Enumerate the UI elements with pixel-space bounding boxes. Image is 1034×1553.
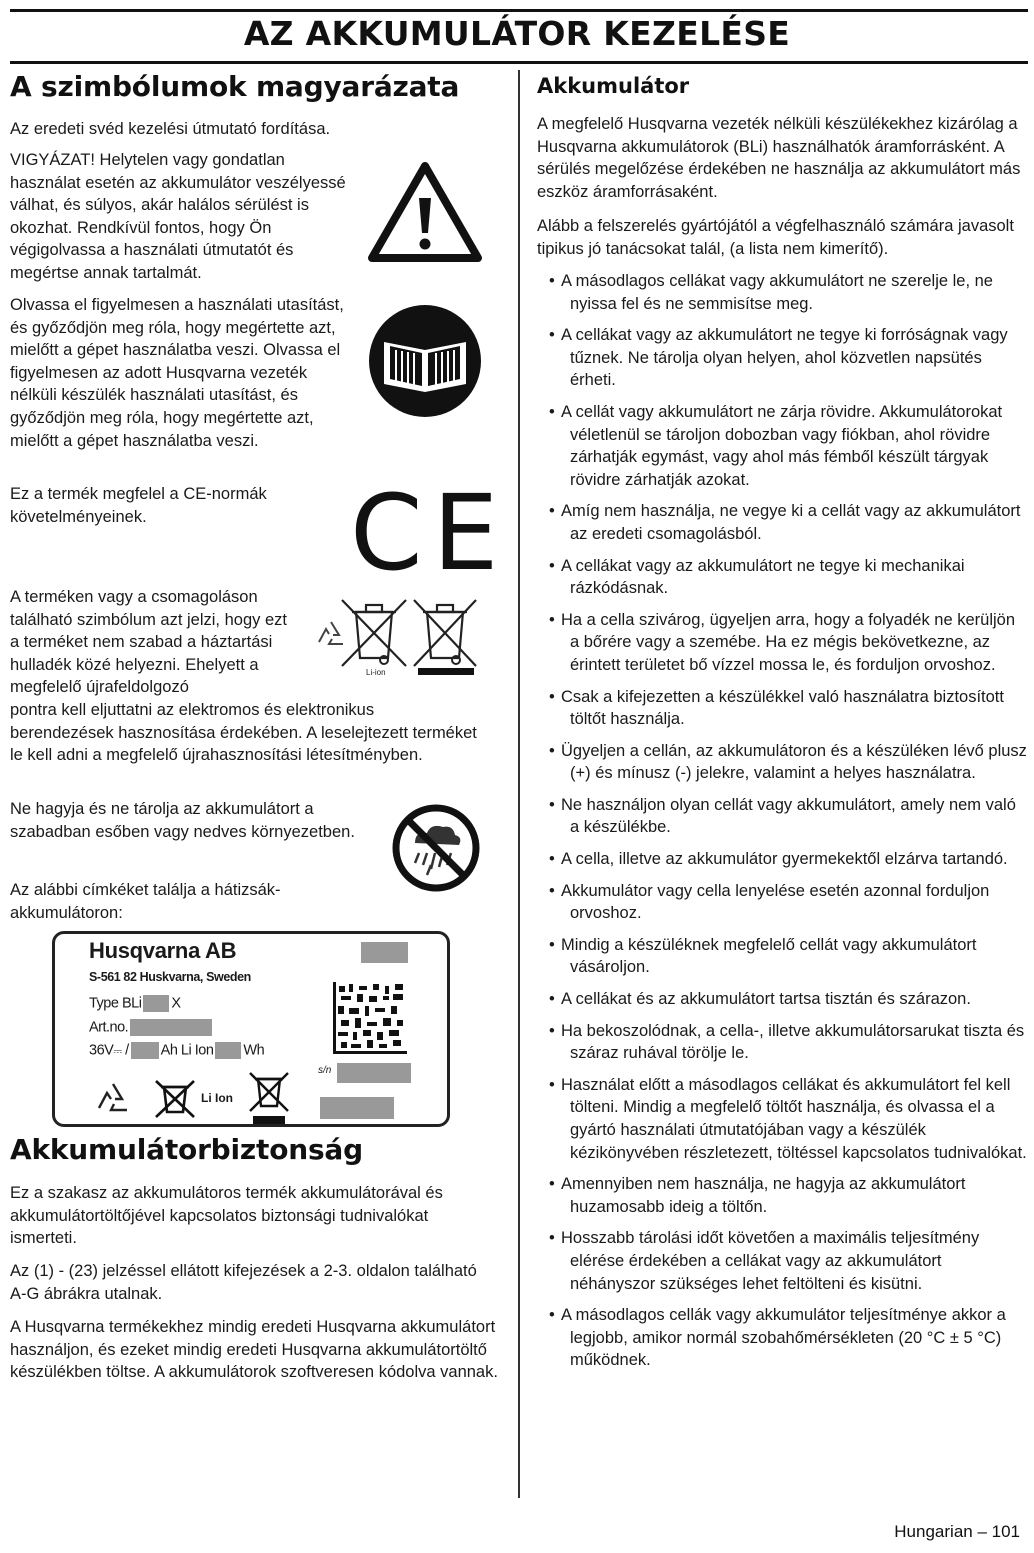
list-item: • Akkumulátor vagy cella lenyelése esetén azonnal forduljon orvoshoz. (537, 880, 1027, 925)
label-artno-row (89, 1019, 212, 1036)
weee-liion-text: Li-ion (366, 668, 386, 677)
label-crossed-bin-icon (153, 1078, 197, 1120)
label-voltage: 36V (89, 1042, 114, 1059)
title-rule (10, 61, 1028, 64)
safety-paragraph-3: A Husqvarna termékekhez mindig eredeti Husqvarna akkumulátort használjon, és ezeket mindig eredeti Husqvarna akkumulátortöltő készülékben töltse. A akkumulátorok szoftveresen kódolva vannak. (10, 1318, 498, 1382)
battery-label (52, 931, 450, 1127)
datamatrix-code (333, 982, 407, 1054)
label-sn: s/n (318, 1065, 332, 1076)
battery-paragraph-1: A megfelelő Husqvarna vezeték nélküli készülékekhez kizárólag a Husqvarna akkumulátorok (BLi) használhatók áramforrásként. A sérülés megelőzése érdekében ne használja az akkumulátort más eszköz áramforrásaként. (537, 115, 1021, 201)
label-type-suffix: X (171, 995, 181, 1012)
label-liion: Li Ion (201, 1091, 233, 1105)
battery-safety-list (537, 270, 1027, 1381)
translation-note: Az eredeti svéd kezelési útmutató fordítása. (10, 120, 331, 138)
list-item: • Ha bekoszolódnak, a cella-, illetve akkumulátorsarukat tiszta és száraz ruhával törölje le. (537, 1020, 1027, 1065)
warning-triangle-icon (366, 158, 484, 264)
list-item: • A cellát vagy akkumulátort ne zárja rövidre. Akkumulátorokat véletlenül se tároljon dobozban vagy fiókban, ahol rövidre zárhatják egymást, vagy ahol más fémből készült tárgyak rövidre zárhatják azokat. (537, 401, 1027, 491)
list-item: • Ne használjon olyan cellát vagy akkumulátort, amely nem való a készülékbe. (537, 794, 1027, 839)
battery-paragraph-2: Alább a felszerelés gyártójától a végfelhasználó számára javasolt tipikus jó tanácsokat talál, (a lista nem kimerítő). (537, 217, 1014, 258)
label-redacted-box (361, 942, 408, 963)
warning-paragraph: VIGYÁZAT! Helytelen vagy gondatlan használat esetén az akkumulátor veszélyessé válhat, és súlyos, akár halálos sérülést is okozhat. Rendkívül fontos, hogy Ön végigolvassa a használati útmutatót és megértse annak tartalmát. (10, 151, 346, 282)
list-item: • Amennyiben nem használja, ne hagyja az akkumulátort huzamosabb ideig a töltőn. (537, 1173, 1027, 1218)
column-divider (518, 70, 520, 1498)
read-manual-paragraph: Olvassa el figyelmesen a használati utasítást, és győződjön meg róla, hogy megértette azt, mielőtt a gépet használatba veszi. Olvassa el figyelmesen az adott Husqvarna vezeték nélküli készülék használati utasítást, és győződjön meg róla, hogy megértette azt, mielőtt a gépet használatba veszi. (10, 296, 344, 450)
read-manual-icon (368, 304, 482, 418)
label-intro: Az alábbi címkéket találja a hátizsák-akkumulátoron: (10, 881, 281, 922)
list-item: • A cellákat vagy az akkumulátort ne tegye ki forróságnak vagy tűznek. Ne tárolja olyan helyen, ahol közvetlen napsütés érheti. (537, 324, 1027, 392)
list-item: • Csak a kifejezetten a készülékkel való használatra biztosított töltőt használja. (537, 686, 1027, 731)
label-ah: Ah Li Ion (160, 1042, 214, 1059)
label-recycle-icon (93, 1080, 133, 1118)
label-artno: Art.no. (89, 1019, 129, 1036)
list-item: • Ügyeljen a cellán, az akkumulátoron és a készüléken lévő plusz (+) és mínusz (-) jelekre, valamint a helyes használatra. (537, 740, 1027, 785)
label-company: Husqvarna AB (89, 938, 237, 963)
symbols-heading: A szimbólumok magyarázata (10, 70, 460, 103)
battery-heading: Akkumulátor (537, 74, 690, 98)
ce-mark-icon: CE (350, 472, 509, 594)
safety-heading: Akkumulátorbiztonság (10, 1133, 363, 1166)
rain-paragraph: Ne hagyja és ne tárolja az akkumulátort a szabadban esőben vagy nedves környezetben. (10, 800, 355, 841)
top-rule (10, 9, 1028, 12)
weee-paragraph-top: A terméken vagy a csomagoláson található szimbólum azt jelzi, hogy ezt a terméket nem szabad a háztartási hulladék közé helyezni. Ehelyett a megfelelő újrafeldolgozó (10, 588, 287, 697)
weee-paragraph-bottom: pontra kell eljuttatni az elektromos és elektronikus berendezések hasznosítása érdekében. A leselejtezett terméket le kell adni a megfelelő újrahasznosítási létesítményben. (10, 701, 477, 765)
label-type-row (89, 995, 181, 1012)
crossed-bin-liion-icon (338, 596, 410, 678)
page-title: AZ AKKUMULÁTOR KEZELÉSE (243, 14, 791, 53)
label-address: S-561 82 Huskvarna, Sweden (89, 970, 251, 984)
label-crossed-bin-bar-icon (247, 1070, 291, 1126)
safety-paragraph-1: Ez a szakasz az akkumulátoros termék akkumulátorával és akkumulátortöltőjével kapcsolatos biztonsági tudnivalókat ismerteti. (10, 1184, 443, 1248)
list-item: • Amíg nem használja, ne vegye ki a cellát vagy az akkumulátort az eredeti csomagolásból. (537, 500, 1027, 545)
no-rain-icon (391, 803, 481, 893)
list-item: • A cellákat és az akkumulátort tartsa tisztán és szárazon. (537, 988, 1027, 1011)
list-item: • A cella, illetve az akkumulátor gyermekektől elzárva tartandó. (537, 848, 1027, 871)
ce-paragraph: Ez a termék megfelel a CE-normák követelményeinek. (10, 485, 267, 526)
list-item: • Hosszabb tárolási időt követően a maximális teljesítmény elérése érdekében a cellákat vagy az akkumulátort néhányszor szükséges lehet feltölteni és kisütni. (537, 1227, 1027, 1295)
safety-paragraph-2: Az (1) - (23) jelzéssel ellátott kifejezések a 2-3. oldalon található A-G ábrákra utalnak. (10, 1262, 477, 1303)
page-number: Hungarian – 101 (894, 1522, 1020, 1541)
label-voltage-row: 36V⎓ / Ah Li Ion Wh (89, 1042, 265, 1059)
label-wh: Wh (243, 1042, 265, 1059)
label-type-prefix: Type BLi (89, 995, 142, 1012)
label-volt-sep: / (125, 1042, 129, 1059)
list-item: • Használat előtt a másodlagos cellákat és akkumulátort fel kell tölteni. Mindig a megfelelő töltőt használja, és olvassa el a gyártó használati útmutatójában vagy a készülék kézikönyvében részletezett, töltéssel kapcsolatos tudnivalókat. (537, 1074, 1027, 1164)
label-sn-redacted (337, 1063, 411, 1083)
list-item: • A másodlagos cellákat vagy akkumulátort ne szerelje le, ne nyissa fel és ne semmisítse meg. (537, 270, 1027, 315)
crossed-bin-icon (410, 596, 480, 678)
label-redacted-box-bottom (320, 1097, 394, 1119)
list-item: • Ha a cella szivárog, ügyeljen arra, hogy a folyadék ne kerüljön a bőrére vagy a szemébe. Ha ez mégis bekövetkezne, az érintett területet bő vízzel mossa le, és forduljon orvoshoz. (537, 609, 1027, 677)
list-item: • A cellákat vagy az akkumulátort ne tegye ki mechanikai rázkódásnak. (537, 555, 1027, 600)
list-item: • Mindig a készüléknek megfelelő cellát vagy akkumulátort vásároljon. (537, 934, 1027, 979)
list-item: • A másodlagos cellák vagy akkumulátor teljesítménye akkor a legjobb, amikor normál szobahőmérsékleten (20 °C ± 5 °C) működnek. (537, 1304, 1027, 1372)
